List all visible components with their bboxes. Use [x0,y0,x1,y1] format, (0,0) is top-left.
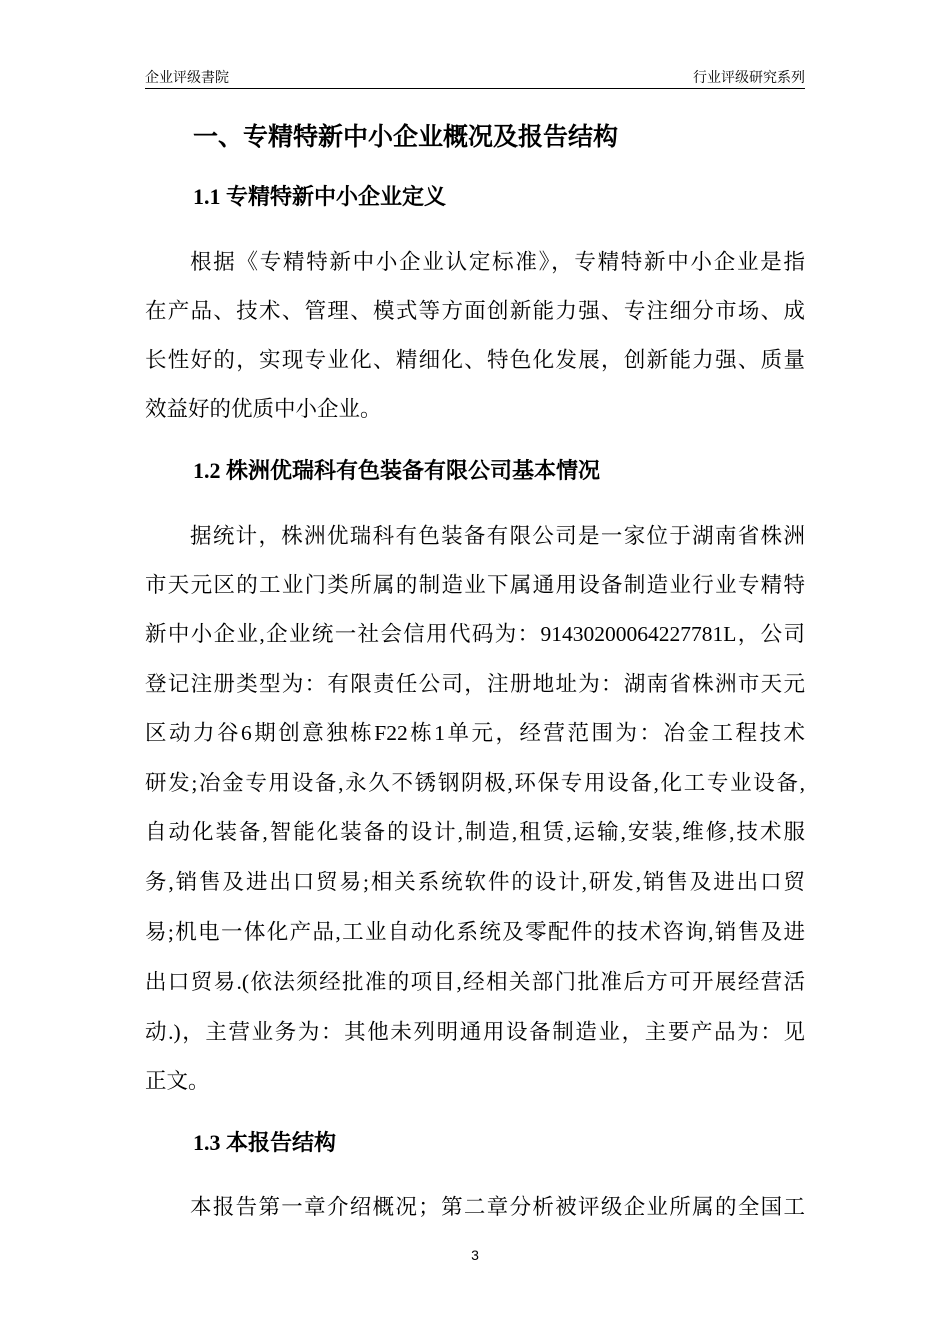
paragraph-line: 出口贸易.(依法须经批准的项目,经相关部门批准后方可开展经营活 [145,970,805,994]
paragraph-line: 研发;冶金专用设备,永久不锈钢阴极,环保专用设备,化工专业设备, [145,771,805,795]
paragraph-line: 自动化装备,智能化装备的设计,制造,租赁,运输,安装,维修,技术服 [145,820,805,844]
paragraph-line: 本报告第一章介绍概况；第二章分析被评级企业所属的全国工 [190,1195,805,1219]
paragraph-line: 易;机电一体化产品,工业自动化系统及零配件的技术咨询,销售及进 [145,920,805,944]
chapter-title: 一、专精特新中小企业概况及报告结构 [193,124,619,151]
section-heading-1-1: 1.1 专精特新中小企业定义 [193,184,447,209]
section-heading-1-3: 1.3 本报告结构 [193,1130,337,1155]
header-right-text: 行业评级研究系列 [693,69,805,85]
paragraph-line: 新中小企业,企业统一社会信用代码为：91430200064227781L，公司 [145,622,805,646]
header-rule [145,88,805,89]
paragraph-line: 登记注册类型为：有限责任公司，注册地址为：湖南省株洲市天元 [145,672,805,696]
paragraph-line: 效益好的优质中小企业。 [145,397,382,421]
paragraph-line: 正文。 [145,1069,210,1093]
paragraph-line: 务,销售及进出口贸易;相关系统软件的设计,研发,销售及进出口贸 [145,870,805,894]
paragraph-line: 动.)，主营业务为：其他未列明通用设备制造业，主要产品为：见 [145,1020,805,1044]
section-heading-1-2: 1.2 株洲优瑞科有色装备有限公司基本情况 [193,458,601,483]
paragraph-line: 根据《专精特新中小企业认定标准》，专精特新中小企业是指 [190,250,805,274]
paragraph-line: 据统计，株洲优瑞科有色装备有限公司是一家位于湖南省株洲 [190,524,805,548]
paragraph-line: 在产品、技术、管理、模式等方面创新能力强、专注细分市场、成 [145,299,805,323]
page-number: 3 [471,1247,479,1263]
paragraph-line: 区动力谷6期创意独栋F22栋1单元，经营范围为：冶金工程技术 [145,721,805,745]
header-left-text: 企业评级書院 [145,69,229,85]
paragraph-line: 市天元区的工业门类所属的制造业下属通用设备制造业行业专精特 [145,573,805,597]
paragraph-line: 长性好的，实现专业化、精细化、特色化发展，创新能力强、质量 [145,348,805,372]
